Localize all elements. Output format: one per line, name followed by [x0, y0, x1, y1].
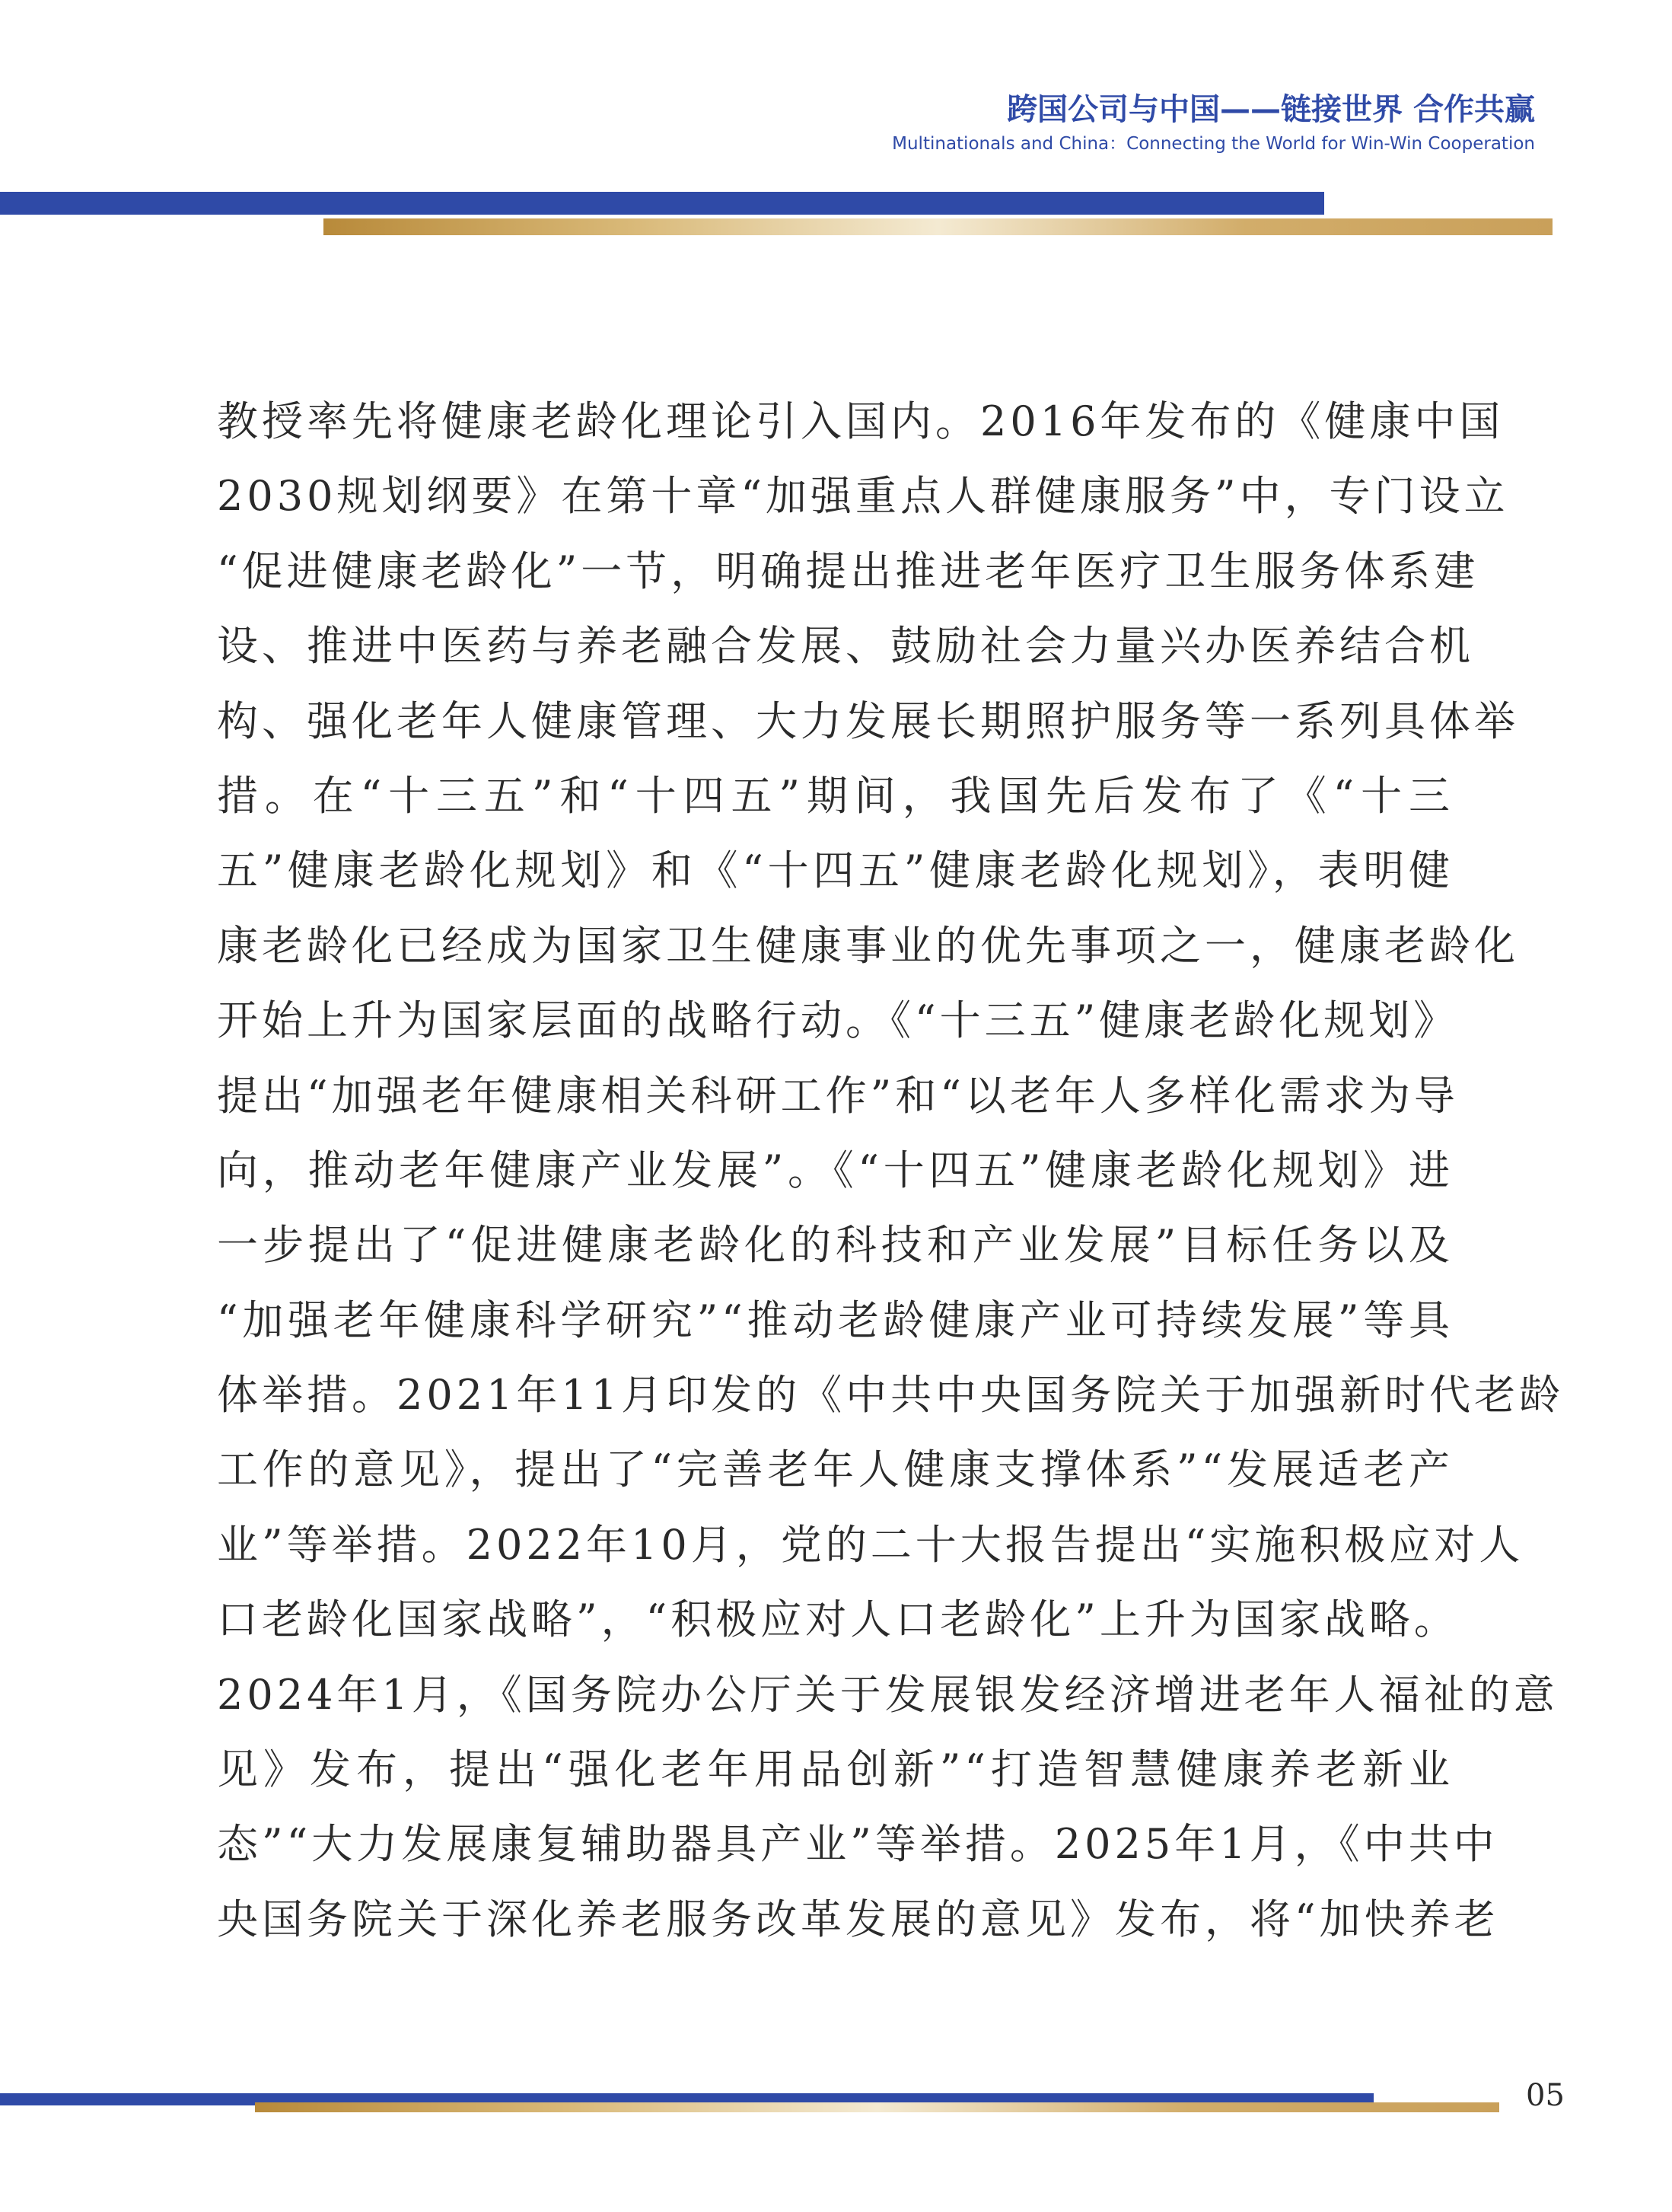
body-line: “加强老年健康科学研究”“推动老龄健康产业可持续发展”等具	[217, 1296, 1454, 1344]
body-text	[217, 384, 1565, 1957]
body-line: 业”等举措。2022年10月，党的二十大报告提出“实施积极应对人	[217, 1520, 1524, 1569]
body-line: 向，推动老年健康产业发展”。《“十四五”健康老龄化规划》进	[217, 1146, 1454, 1194]
page-number: 05	[1526, 2078, 1565, 2113]
header-gold-bar	[323, 218, 1553, 235]
body-line: “促进健康老龄化”一节，明确提出推进老年医疗卫生服务体系建	[217, 547, 1479, 595]
header-subtitle: Multinationals and China：Connecting the World for Win-Win Cooperation	[892, 134, 1535, 154]
body-line: 体举措。2021年11月印发的《中共中央国务院关于加强新时代老龄	[217, 1371, 1565, 1420]
body-line: 口老龄化国家战略”，“积极应对人口老龄化”上升为国家战略。	[217, 1595, 1459, 1644]
body-line: 提出“加强老年健康相关科研工作”和“以老年人多样化需求为导	[217, 1071, 1459, 1120]
body-line: 工作的意见》，提出了“完善老年人健康支撑体系”“发展适老产	[217, 1445, 1454, 1494]
body-line: 措。在“十三五”和“十四五”期间，我国先后发布了《“十三	[217, 771, 1454, 820]
body-line: 态”“大力发展康复辅助器具产业”等举措。2025年1月，《中共中	[217, 1820, 1498, 1869]
body-line: 康老龄化已经成为国家卫生健康事业的优先事项之一，健康老龄化	[217, 921, 1519, 970]
body-line: 开始上升为国家层面的战略行动。《“十三五”健康老龄化规划》	[217, 996, 1459, 1045]
body-line: 设、推进中医药与养老融合发展、鼓励社会力量兴办医养结合机	[217, 622, 1474, 671]
header-blue-bar	[0, 192, 1324, 215]
body-line: 教授率先将健康老龄化理论引入国内。2016年发布的《健康中国	[217, 397, 1505, 445]
body-line: 五”健康老龄化规划》和《“十四五”健康老龄化规划》，表明健	[217, 846, 1454, 895]
body-line: 构、强化老年人健康管理、大力发展长期照护服务等一系列具体举	[217, 696, 1519, 745]
header-title: 跨国公司与中国——链接世界 合作共赢	[1007, 92, 1535, 127]
body-line: 央国务院关于深化养老服务改革发展的意见》发布，将“加快养老	[217, 1895, 1499, 1943]
footer-gold-bar	[255, 2102, 1499, 2112]
body-line: 2024年1月，《国务院办公厅关于发展银发经济增进老年人福祉的意	[217, 1670, 1559, 1719]
body-line: 2030规划纲要》在第十章“加强重点人群健康服务”中，专门设立	[217, 472, 1509, 521]
body-line: 见》发布，提出“强化老年用品创新”“打造智慧健康养老新业	[217, 1745, 1454, 1794]
body-line: 一步提出了“促进健康老龄化的科技和产业发展”目标任务以及	[217, 1221, 1454, 1270]
